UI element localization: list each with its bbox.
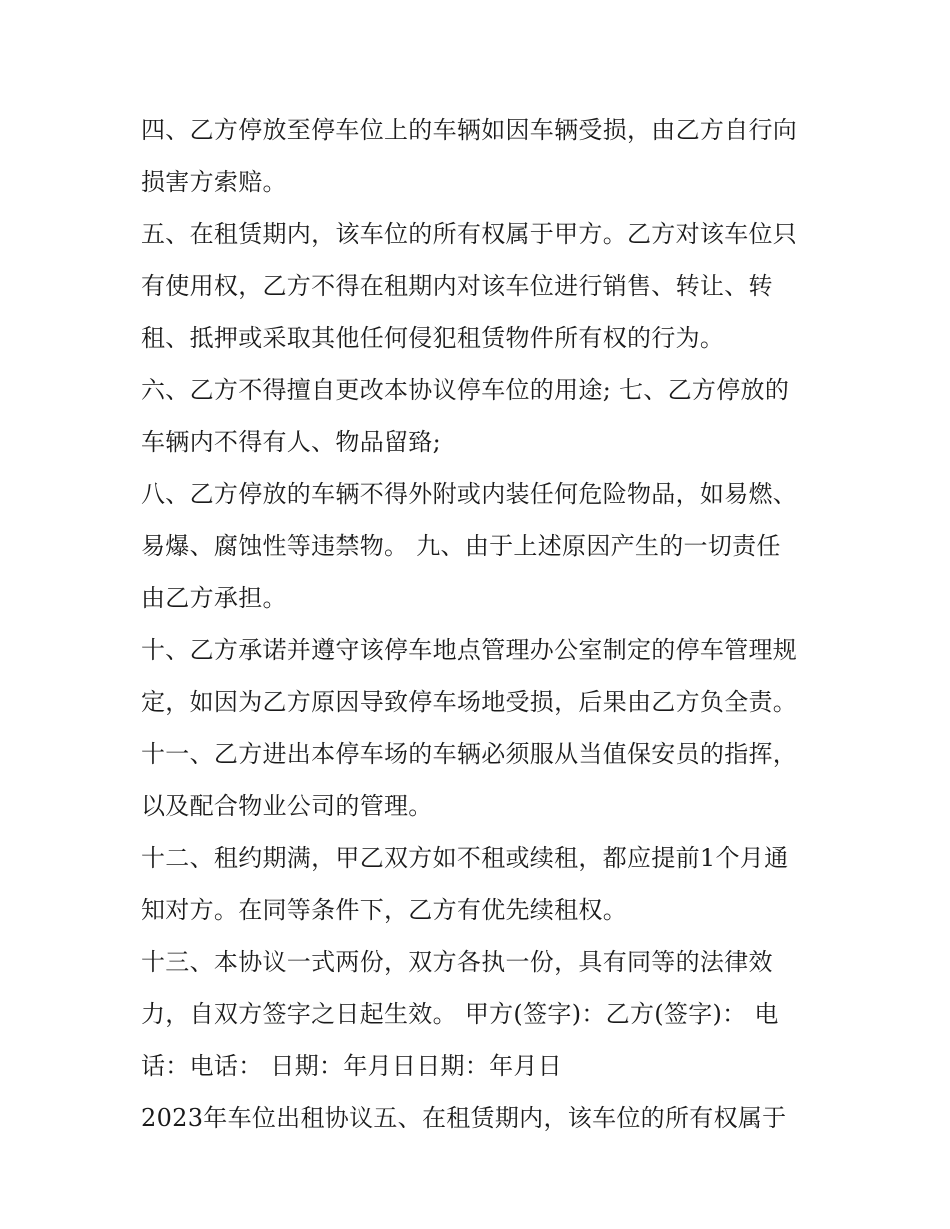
text-line: 由乙方承担。 (141, 584, 287, 612)
text-line: 定，如因为乙方原因导致停车场地受损，后果由乙方负全责。 (141, 688, 798, 716)
text-line: 十二、租约期满，甲乙双方如不租或续租，都应提前1个月通 (141, 844, 789, 872)
text-line: 知对方。在同等条件下，乙方有优先续租权。 (141, 896, 627, 924)
text-line: 十、乙方承诺并遵守该停车地点管理办公室制定的停车管理规 (141, 636, 798, 664)
text-line: 八、乙方停放的车辆不得外附或内装任何危险物品，如易燃、 (141, 480, 798, 508)
text-line: 十三、本协议一式两份，双方各执一份，具有同等的法律效 (141, 948, 773, 976)
document-body (141, 104, 821, 1144)
text-line: 四、乙方停放至停车位上的车辆如因车辆受损，由乙方自行向 (141, 116, 798, 144)
text-line: 六、乙方不得擅自更改本协议停车位的用途; 七、乙方停放的 (141, 376, 790, 404)
text-line: 车辆内不得有人、物品留臵; (141, 428, 441, 456)
text-line: 有使用权，乙方不得在租期内对该车位进行销售、转让、转 (141, 272, 773, 300)
text-line: 以及配合物业公司的管理。 (141, 792, 433, 820)
text-line: 损害方索赔。 (141, 168, 287, 196)
text-line: 租、抵押或采取其他任何侵犯租赁物件所有权的行为。 (141, 324, 725, 352)
text-line: 力，自双方签字之日起生效。 甲方(签字)：乙方(签字)： 电 (141, 1000, 779, 1028)
text-line: 2023年车位出租协议五、在租赁期内，该车位的所有权属于 (141, 1104, 787, 1132)
text-line: 话：电话： 日期：年月日日期：年月日 (141, 1052, 563, 1080)
text-line: 五、在租赁期内，该车位的所有权属于甲方。乙方对该车位只 (141, 220, 798, 248)
text-line: 十一、乙方进出本停车场的车辆必须服从当值保安员的指挥， (141, 740, 798, 768)
text-line: 易爆、腐蚀性等违禁物。 九、由于上述原因产生的一切责任 (141, 532, 781, 560)
